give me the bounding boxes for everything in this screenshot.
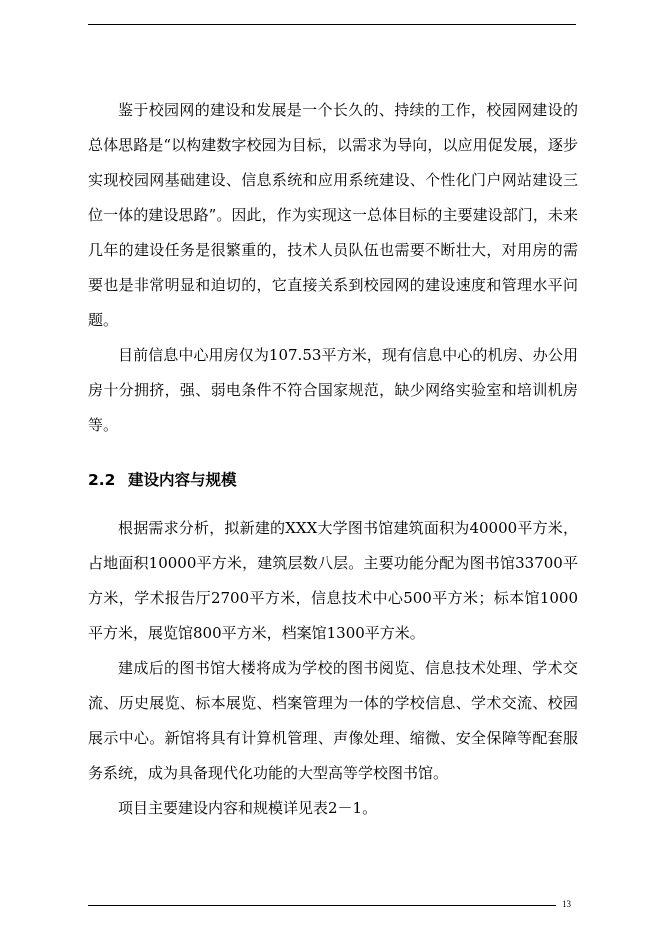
- paragraph-library-function: 建成后的图书馆大楼将成为学校的图书阅览、信息技术处理、学术交流、历史展览、标本展览、档案管理为一体的学校信息、学术交流、校园展示中心。新馆将具有计算机管理、声像处理、缩微、安全保障等配套服务系统，成为具备现代化功能的大型高等学校图书馆。: [88, 659, 578, 782]
- paragraph-campus-network: 鉴于校园网的建设和发展是一个长久的、持续的工作，校园网建设的总体思路是“以构建数字校园为目标，以需求为导向，以应用促发展，逐步实现校园网基础建设、信息系统和应用系统建设、个性化门户网站建设三位一体的建设思路”。因此，作为实现这一总体目标的主要建设部门，未来几年的建设任务是很繁重的，技术人员队伍也需要不断壮大，对用房的需要也是非常明显和迫切的，它直接关系到校园网的建设速度和管理水平问题。: [88, 101, 578, 329]
- header-rule: [88, 24, 576, 25]
- paragraph-info-center: 目前信息中心用房仅为107.53平方米，现有信息中心的机房、办公用房十分拥挤，强、弱电条件不符合国家规范，缺少网络实验室和培训机房等。: [88, 346, 578, 434]
- document-body: [88, 93, 578, 826]
- paragraph-table-reference: 项目主要建设内容和规模详见表2－1。: [118, 799, 378, 817]
- page-number: 13: [562, 899, 571, 909]
- section-number: 2.2: [88, 471, 116, 489]
- footer-rule: [88, 905, 556, 906]
- section-title: 建设内容与规模: [128, 471, 237, 489]
- paragraph-needs-analysis: 根据需求分析，拟新建的XXX大学图书馆建筑面积为40000平方米，占地面积10000平方米，建筑层数八层。主要功能分配为图书馆33700平方米，学术报告厅2700平方米，信息技术中心500平方米；标本馆1000平方米，展览馆800平方米，档案馆1300平方米。: [88, 519, 578, 642]
- section-heading: [88, 463, 578, 498]
